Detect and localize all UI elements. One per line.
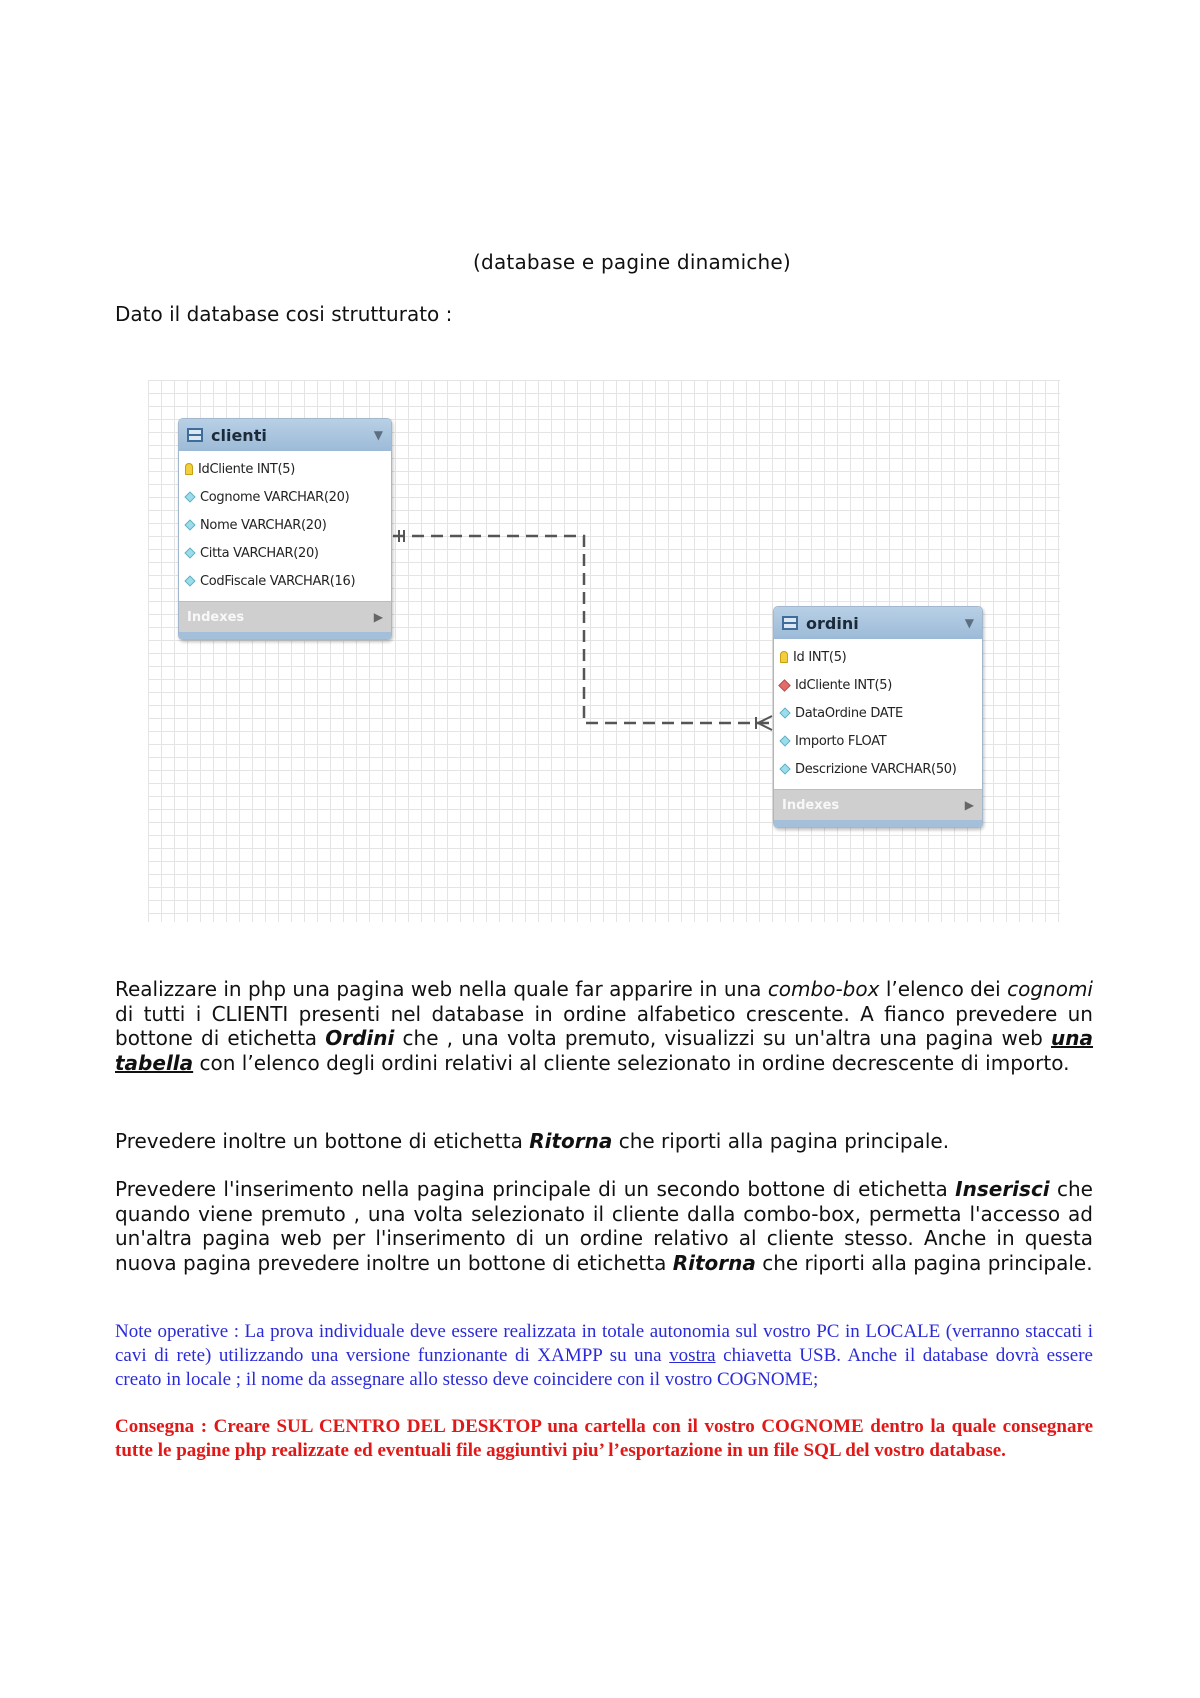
indexes-label: Indexes [782, 797, 840, 813]
dropdown-arrow-icon[interactable]: ▼ [373, 428, 383, 442]
column-row: Cognome VARCHAR(20) [179, 483, 391, 511]
entity-clienti[interactable] [178, 418, 392, 640]
attribute-icon [779, 735, 790, 746]
dropdown-arrow-icon[interactable]: ▼ [964, 616, 974, 630]
attribute-icon [184, 519, 195, 530]
attribute-icon [184, 547, 195, 558]
attribute-icon [184, 575, 195, 586]
primary-key-icon [780, 651, 788, 663]
er-diagram [148, 380, 1060, 922]
expand-arrow-icon[interactable]: ▶ [964, 798, 974, 812]
entity-ordini-name: ordini [806, 613, 859, 633]
indexes-section[interactable] [774, 789, 982, 820]
column-row: IdCliente INT(5) [774, 671, 982, 699]
indexes-label: Indexes [187, 609, 245, 625]
attribute-icon [779, 707, 790, 718]
entity-clienti-header[interactable] [179, 419, 391, 451]
foreign-key-icon [778, 679, 791, 692]
table-icon [782, 616, 798, 630]
entity-ordini[interactable] [773, 606, 983, 828]
paragraph-main-task: Realizzare in php una pagina web nella quale far apparire in una combo-box l’elenco dei cognomi di tutti i CLIENTI presenti nel database in ordine alfabetico crescente. A fianco prevedere un bottone di etichetta Ordini che , una volta premuto, visualizzi su un'altra una pagina web una tabella con l’elenco degli ordini relativi al cliente selezionato in ordine decrescente di importo. [115, 977, 1094, 1075]
attribute-icon [779, 763, 790, 774]
operational-notes: Note operative : La prova individuale deve essere realizzata in totale autonomia sul vostro PC in LOCALE (verranno staccati i cavi di rete) utilizzando una versione funzionante di XAMPP su una vostra chiavetta USB. Anche il database dovrà essere creato in locale ; il nome da assegnare allo stesso deve coincidere con il vostro COGNOME; [115, 1321, 1093, 1390]
column-row: Descrizione VARCHAR(50) [774, 755, 982, 783]
table-icon [187, 428, 203, 442]
entity-clienti-name: clienti [211, 425, 267, 445]
expand-arrow-icon[interactable]: ▶ [373, 610, 383, 624]
column-row: Id INT(5) [774, 643, 982, 671]
paragraph-insert-button: Prevedere l'inserimento nella pagina principale di un secondo bottone di etichetta Inserisci che quando viene premuto , una volta selezionato il cliente dalla combo-box, permetta l'accesso ad un'altra pagina web per l'inserimento di un ordine relativo al cliente stesso. Anche in questa nuova pagina prevedere inoltre un bottone di etichetta Ritorna che riporti alla pagina principale. [115, 1177, 1093, 1275]
column-row: CodFiscale VARCHAR(16) [179, 567, 391, 595]
column-row: Importo FLOAT [774, 727, 982, 755]
document-subtitle: (database e pagine dinamiche) [473, 250, 791, 274]
entity-ordini-header[interactable] [774, 607, 982, 639]
column-row: Nome VARCHAR(20) [179, 511, 391, 539]
column-row: IdCliente INT(5) [179, 455, 391, 483]
primary-key-icon [185, 463, 193, 475]
column-row: DataOrdine DATE [774, 699, 982, 727]
paragraph-return-button: Prevedere inoltre un bottone di etichetta Ritorna che riporti alla pagina principale. [115, 1129, 950, 1153]
attribute-icon [184, 491, 195, 502]
column-row: Citta VARCHAR(20) [179, 539, 391, 567]
intro-text: Dato il database cosi strutturato : [115, 302, 453, 326]
indexes-section[interactable] [179, 601, 391, 632]
delivery-instructions: Consegna : Creare SUL CENTRO DEL DESKTOP una cartella con il vostro COGNOME dentro la quale consegnare tutte le pagine php realizzate ed eventuali file aggiuntivi piu’ l’esportazione in un file SQL del vostro database. [115, 1416, 1093, 1461]
